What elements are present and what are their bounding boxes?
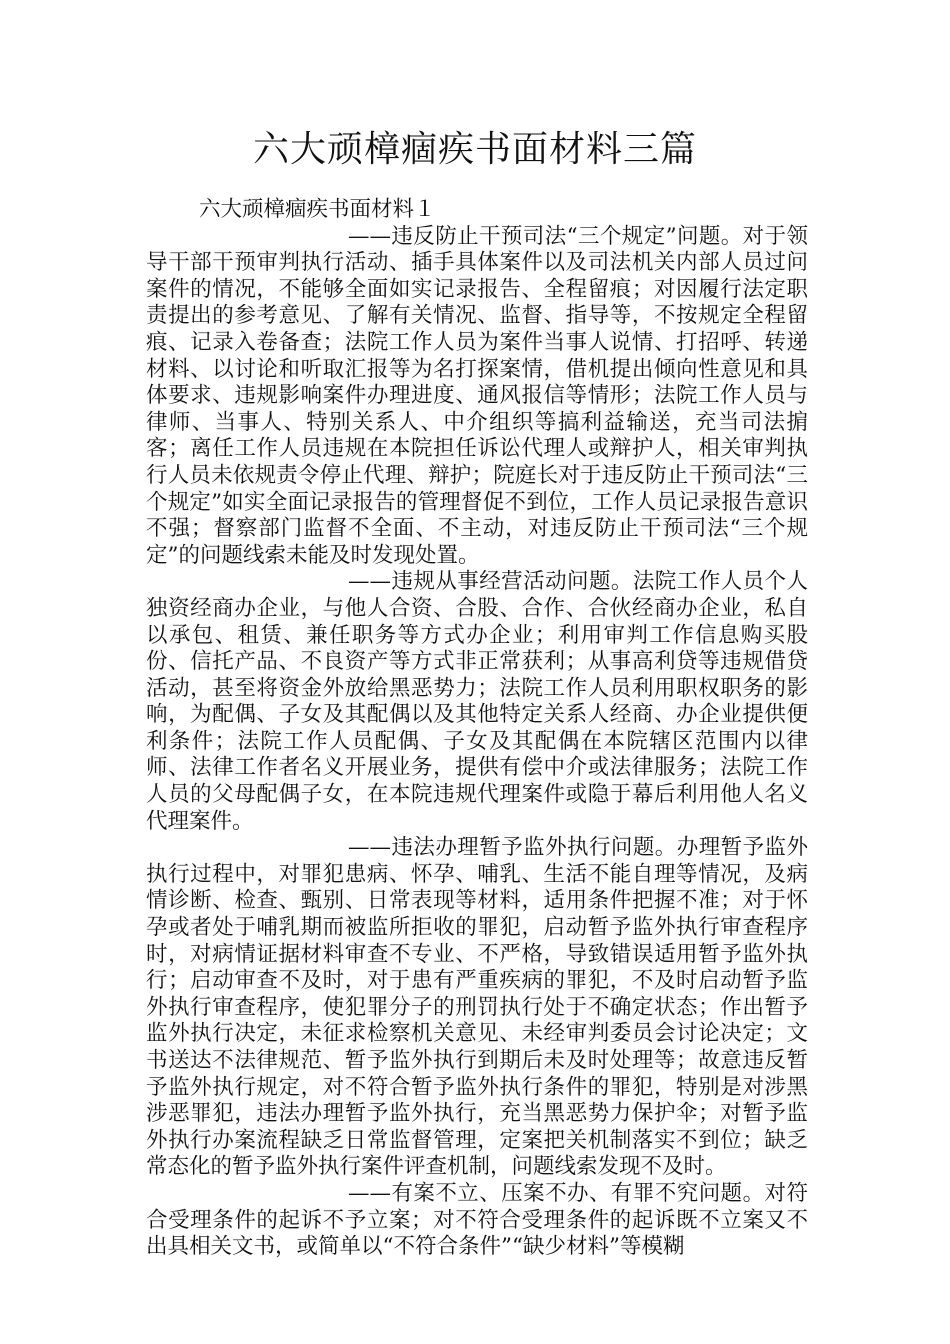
document-title: 六大顽樟痼疾书面材料三篇 (252, 129, 697, 170)
document-body (146, 197, 808, 1261)
paragraph-case-filing: ——有案不立、压案不办、有罪不究问题。对符合受理条件的起诉不予立案；对不符合受理条件的起诉既不立案又不出具相关文书，或简单以“不符合条件”“缺少材料”等模糊 (146, 1180, 808, 1260)
paragraph-medical-parole: ——违法办理暂予监外执行问题。办理暂予监外执行过程中，对罪犯患病、怀孕、哺乳、生活不能自理等情况，及病情诊断、检查、甄别、日常表现等材料，适用条件把握不准；对于怀孕或者处于哺乳期而被监所拒收的罪犯，启动暂予监外执行审查程序时，对病情证据材料审查不专业、不严格，导致错误适用暂予监外执行；启动审查不及时，对于患有严重疾病的罪犯，不及时启动暂予监外执行审查程序，使犯罪分子的刑罚执行处于不确定状态；作出暂予监外执行决定，未征求检察机关意见、未经审判委员会讨论决定；文书送达不法律规范、暂予监外执行到期后未及时处理等；故意违反暂予监外执行规定，对不符合暂予监外执行条件的罪犯，特别是对涉黑涉恶罪犯，违法办理暂予监外执行，充当黑恶势力保护伞；对暂予监外执行办案流程缺乏日常监督管理，定案把关机制落实不到位；缺乏常态化的暂予监外执行案件评查机制，问题线索发现不及时。 (146, 835, 808, 1180)
paragraph-business-activity: ——违规从事经营活动问题。法院工作人员个人独资经商办企业，与他人合资、合股、合作、合伙经商办企业，私自以承包、租赁、兼任职务等方式办企业；利用审判工作信息购买股份、信托产品、不良资产等方式非正常获利；从事高利贷等违规借贷活动，甚至将资金外放给黑恶势力；法院工作人员利用职权职务的影响，为配偶、子女及其配偶以及其他特定关系人经商、办企业提供便利条件；法院工作人员配偶、子女及其配偶在本院辖区范围内以律师、法律工作者名义开展业务，提供有偿中介或法律服务；法院工作人员的父母配偶子女，在本院违规代理案件或隐于幕后利用他人名义代理案件。 (146, 569, 808, 834)
section-heading: 六大顽樟痼疾书面材料１ (199, 197, 436, 222)
paragraph-interference: ——违反防止干预司法“三个规定”问题。对于领导干部干预审判执行活动、插手具体案件以及司法机关内部人员过问案件的情况，不能够全面如实记录报告、全程留痕；对因履行法定职责提出的参考意见、了解有关情况、监督、指导等，不按规定全程留痕、记录入卷备查；法院工作人员为案件当事人说情、打招呼、转递材料、以讨论和听取汇报等为名打探案情，借机提出倾向性意见和具体要求、违规影响案件办理进度、通风报信等情形；法院工作人员与律师、当事人、特别关系人、中介组织等搞利益输送，充当司法掮客；离任工作人员违规在本院担任诉讼代理人或辩护人，相关审判执行人员未依规责令停止代理、辩护；院庭长对于违反防止干预司法“三个规定”如实全面记录报告的管理督促不到位，工作人员记录报告意识不强；督察部门监督不全面、不主动，对违反防止干预司法“三个规定”的问题线索未能及时发现处置。 (146, 223, 808, 568)
